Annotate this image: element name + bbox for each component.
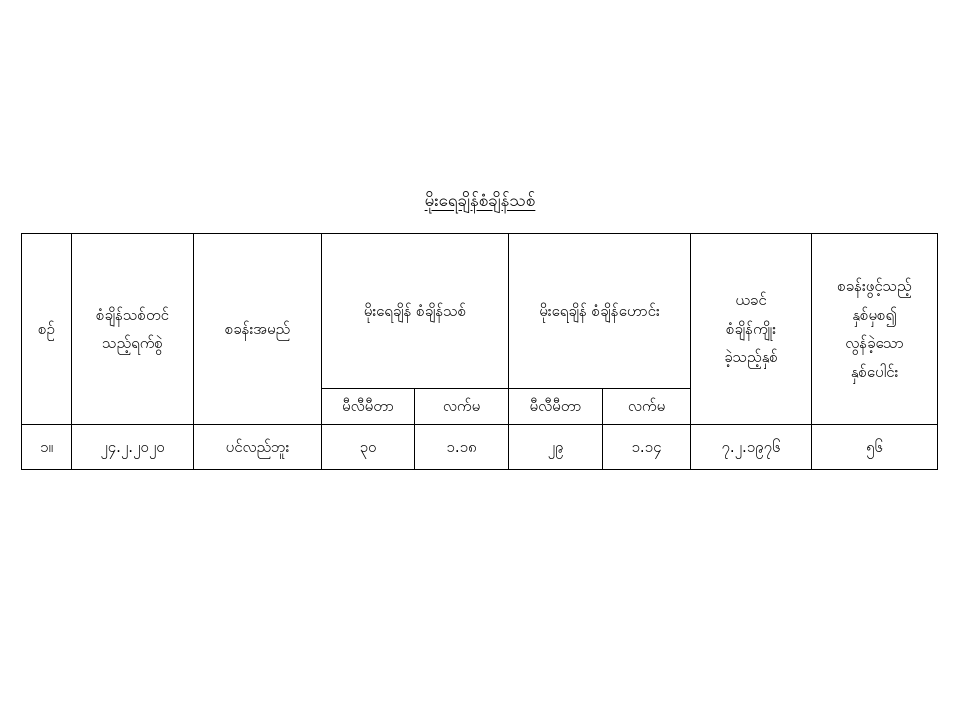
- page-title: မိုးရေချိန်စံချိန်သစ်: [424, 191, 536, 211]
- header-years-since-line: လွန်ခဲ့သော: [845, 334, 904, 352]
- header-old-record-year-line: စံချိန်ကျိုး: [726, 319, 777, 338]
- subheader-new-mm: မီလီမီတာ: [322, 389, 415, 425]
- cell-date: ၂၄.၂.၂၀၂၀: [72, 425, 194, 470]
- header-new-record: မိုးရေချိန် စံချိန်သစ်: [322, 234, 509, 389]
- header-serial: စဉ်: [22, 234, 72, 425]
- cell-years: ၅၆: [812, 425, 938, 470]
- header-record-date-line: စံချိန်သစ်တင်: [96, 305, 169, 324]
- header-old-record-year: [691, 234, 812, 425]
- header-years-since-line: စခန်းဖွင့်သည့်: [837, 277, 912, 295]
- header-old-record-year-line: ယခင်: [735, 291, 767, 310]
- cell-new-in: ၁.၁၈: [415, 425, 509, 470]
- subheader-old-mm: မီလီမီတာ: [509, 389, 603, 425]
- header-station: စခန်းအမည်: [194, 234, 322, 425]
- cell-old-in: ၁.၁၄: [603, 425, 691, 470]
- rainfall-record-table: [21, 233, 938, 470]
- cell-new-mm: ၃၀: [322, 425, 415, 470]
- header-years-since: [812, 234, 938, 425]
- table-row: [22, 425, 938, 470]
- subheader-new-in: လက်မ: [415, 389, 509, 425]
- subheader-old-in: လက်မ: [603, 389, 691, 425]
- header-old-record: မိုးရေချိန် စံချိန်ဟောင်း: [509, 234, 691, 389]
- cell-old-mm: ၂၉: [509, 425, 603, 470]
- header-old-record-year-line: ခဲ့သည့်နှစ်: [724, 348, 778, 367]
- cell-serial: ၁။: [22, 425, 72, 470]
- header-record-date: [72, 234, 194, 425]
- cell-old-year: ၇.၂.၁၉၇၆: [691, 425, 812, 470]
- header-years-since-line: နှစ်ပေါင်း: [850, 362, 899, 381]
- cell-station: ပင်လည်ဘူး: [194, 425, 322, 470]
- header-record-date-line: သည့်ရက်စွဲ: [102, 334, 163, 352]
- header-years-since-line: နှစ်မှစ၍: [852, 305, 897, 324]
